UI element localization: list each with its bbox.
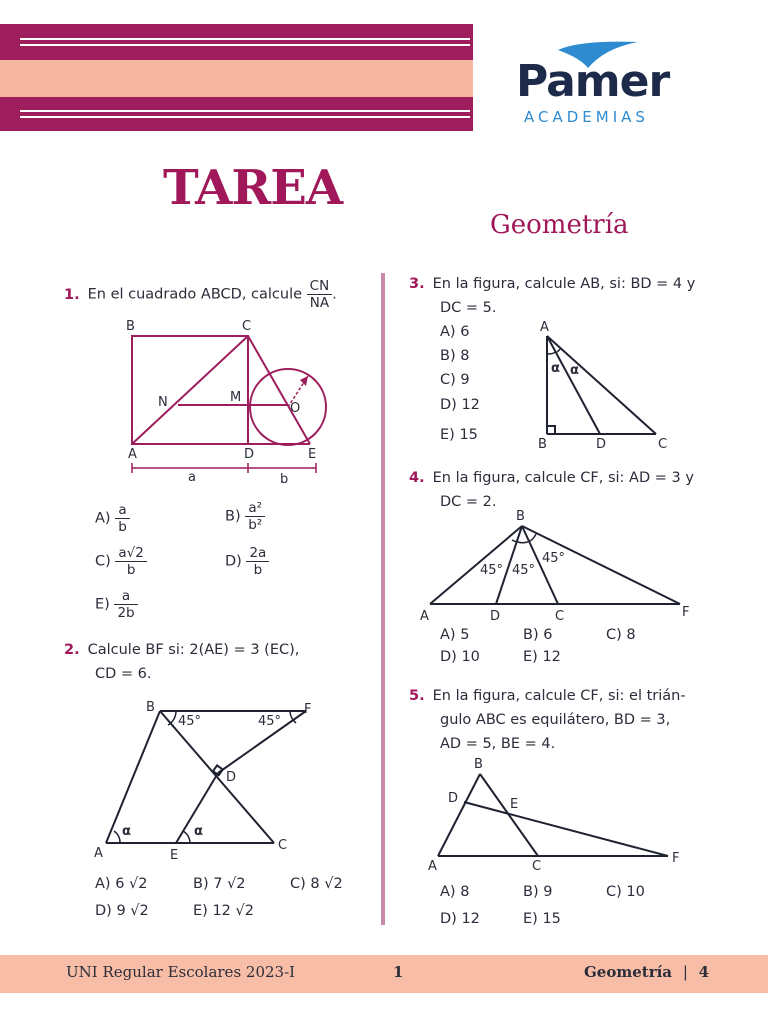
question-5: 5. En la figura, calcule CF, si: el trián- gulo ABC es equilátero, BD = 3, AD = 5, BE = 4. [409,688,686,752]
option-1c[interactable]: C) $\frac{a√2}{b}$ [95,545,147,578]
label-c: C [532,859,542,874]
question-4: 4. En la figura, calcule CF, si: AD = 3 y DC = 2. [409,470,694,510]
header-band-bottom [0,97,473,131]
brand-sub: ACADEMIAS [524,108,649,126]
option-3e[interactable]: E) 15 [440,427,478,443]
question-text: Calcule BF si: 2(AE) = 3 (EC), [87,642,300,658]
question-number: 3. [409,276,425,292]
question-number: 1. [64,286,80,303]
header-band-middle [0,60,473,97]
figure-equilateral [422,752,692,876]
brand-name: Pamer [516,56,670,107]
question-text: En la figura, calcule AB, si: BD = 4 y [432,276,696,292]
label-f: F [682,605,690,620]
option-5d[interactable]: D) 12 [440,911,480,927]
label-angle: 45° [542,551,566,566]
question-text: En el cuadrado ABCD, calcule [87,286,303,303]
label-f: F [304,702,312,717]
label-b: B [538,437,547,452]
option-3a[interactable]: A) 6 [440,324,470,340]
option-2e[interactable]: E) 12 √2 [193,903,254,919]
option-4d[interactable]: D) 10 [440,649,480,665]
label-d: D [448,791,459,806]
option-4a[interactable]: A) 5 [440,627,470,643]
question-text: En la figura, calcule CF, si: AD = 3 y [432,470,694,486]
option-5e[interactable]: E) 15 [523,911,561,927]
label-a: A [128,447,137,462]
label-b: B [474,757,483,772]
option-2b[interactable]: B) 7 √2 [193,876,246,892]
label-e: E [510,797,519,812]
footer-subject: Geometría | 4 [584,963,710,981]
option-1b[interactable]: B) $\frac{\text{a²}}{\text{b²}}$ [225,500,265,533]
label-c: C [658,437,668,452]
label-f: F [672,851,680,866]
question-number: 5. [409,688,425,704]
right-angle-icon [547,426,555,434]
label-b: B [126,319,135,334]
option-1a[interactable]: A) $\frac{a}{b}$ [95,502,130,535]
option-2a[interactable]: A) 6 √2 [95,876,148,892]
option-4e[interactable]: E) 12 [523,649,561,665]
label-angle: 45° [480,563,504,578]
question-1: 1. En el cuadrado ABCD, calcule $\frac{CN}{NA}$ . [64,278,337,311]
question-number: 4. [409,470,425,486]
option-5b[interactable]: B) 9 [523,884,553,900]
question-fraction: $\frac{CN}{NA}$ [307,278,333,311]
option-5a[interactable]: A) 8 [440,884,470,900]
subject-title: Geometría [490,210,629,240]
label-alpha: α [122,824,131,839]
label-d: D [490,609,501,624]
label-n: N [158,395,168,410]
label-e: E [170,848,179,863]
arrow-icon [300,376,308,386]
brand-logo [510,38,690,130]
page-title: TAREA [163,160,343,216]
question-number: 2. [64,642,80,658]
figure-square [120,314,340,494]
label-c: C [278,838,288,853]
option-5c[interactable]: C) 10 [606,884,645,900]
question-text: En la figura, calcule CF, si: el trián- [432,688,686,704]
footer-center-mark: 1 [393,963,404,981]
option-2c[interactable]: C) 8 √2 [290,876,343,892]
option-4c[interactable]: C) 8 [606,627,636,643]
label-d: D [226,770,237,785]
option-3c[interactable]: C) 9 [440,372,470,388]
label-e: E [308,447,317,462]
header-stripe [20,116,470,118]
option-3b[interactable]: B) 8 [440,348,470,364]
figure-triangle-45 [418,504,698,626]
label-d: D [596,437,607,452]
label-angle: 45° [258,714,282,729]
option-1e[interactable]: E) $\frac{a}{2b}$ [95,588,138,621]
label-c: C [555,609,565,624]
column-divider [381,273,385,925]
label-m: M [230,390,242,405]
label-b-length: b [280,472,289,487]
header-stripe [20,38,470,40]
option-4b[interactable]: B) 6 [523,627,553,643]
header-stripe [20,110,470,112]
option-3d[interactable]: D) 12 [440,397,480,413]
option-2d[interactable]: D) 9 √2 [95,903,149,919]
label-a: A [540,320,549,335]
label-c: C [242,319,252,334]
label-angle: 45° [178,714,202,729]
label-alpha: α [194,824,203,839]
label-a: A [94,846,103,861]
label-a: A [428,859,437,874]
label-b: B [516,509,525,524]
label-o: O [290,401,301,416]
label-angle: 45° [512,563,536,578]
label-b: B [146,700,155,715]
label-a-length: a [188,470,196,485]
page-number: 4 [698,963,710,981]
question-2: 2. Calcule BF si: 2(AE) = 3 (EC), CD = 6. [64,642,300,682]
question-3: 3. En la figura, calcule AB, si: BD = 4 y DC = 5. [409,276,696,316]
label-a: A [420,609,429,624]
figure-right-triangle [530,316,680,454]
header-band-top [0,24,473,60]
figure-triangles [90,693,360,868]
footer-course: UNI Regular Escolares 2023-I [66,963,296,981]
label-alpha: α [551,361,560,376]
label-d: D [244,447,255,462]
label-alpha: α [570,363,579,378]
header-stripe [20,44,470,46]
option-1d[interactable]: D) $\frac{2a}{b}$ [225,545,269,578]
